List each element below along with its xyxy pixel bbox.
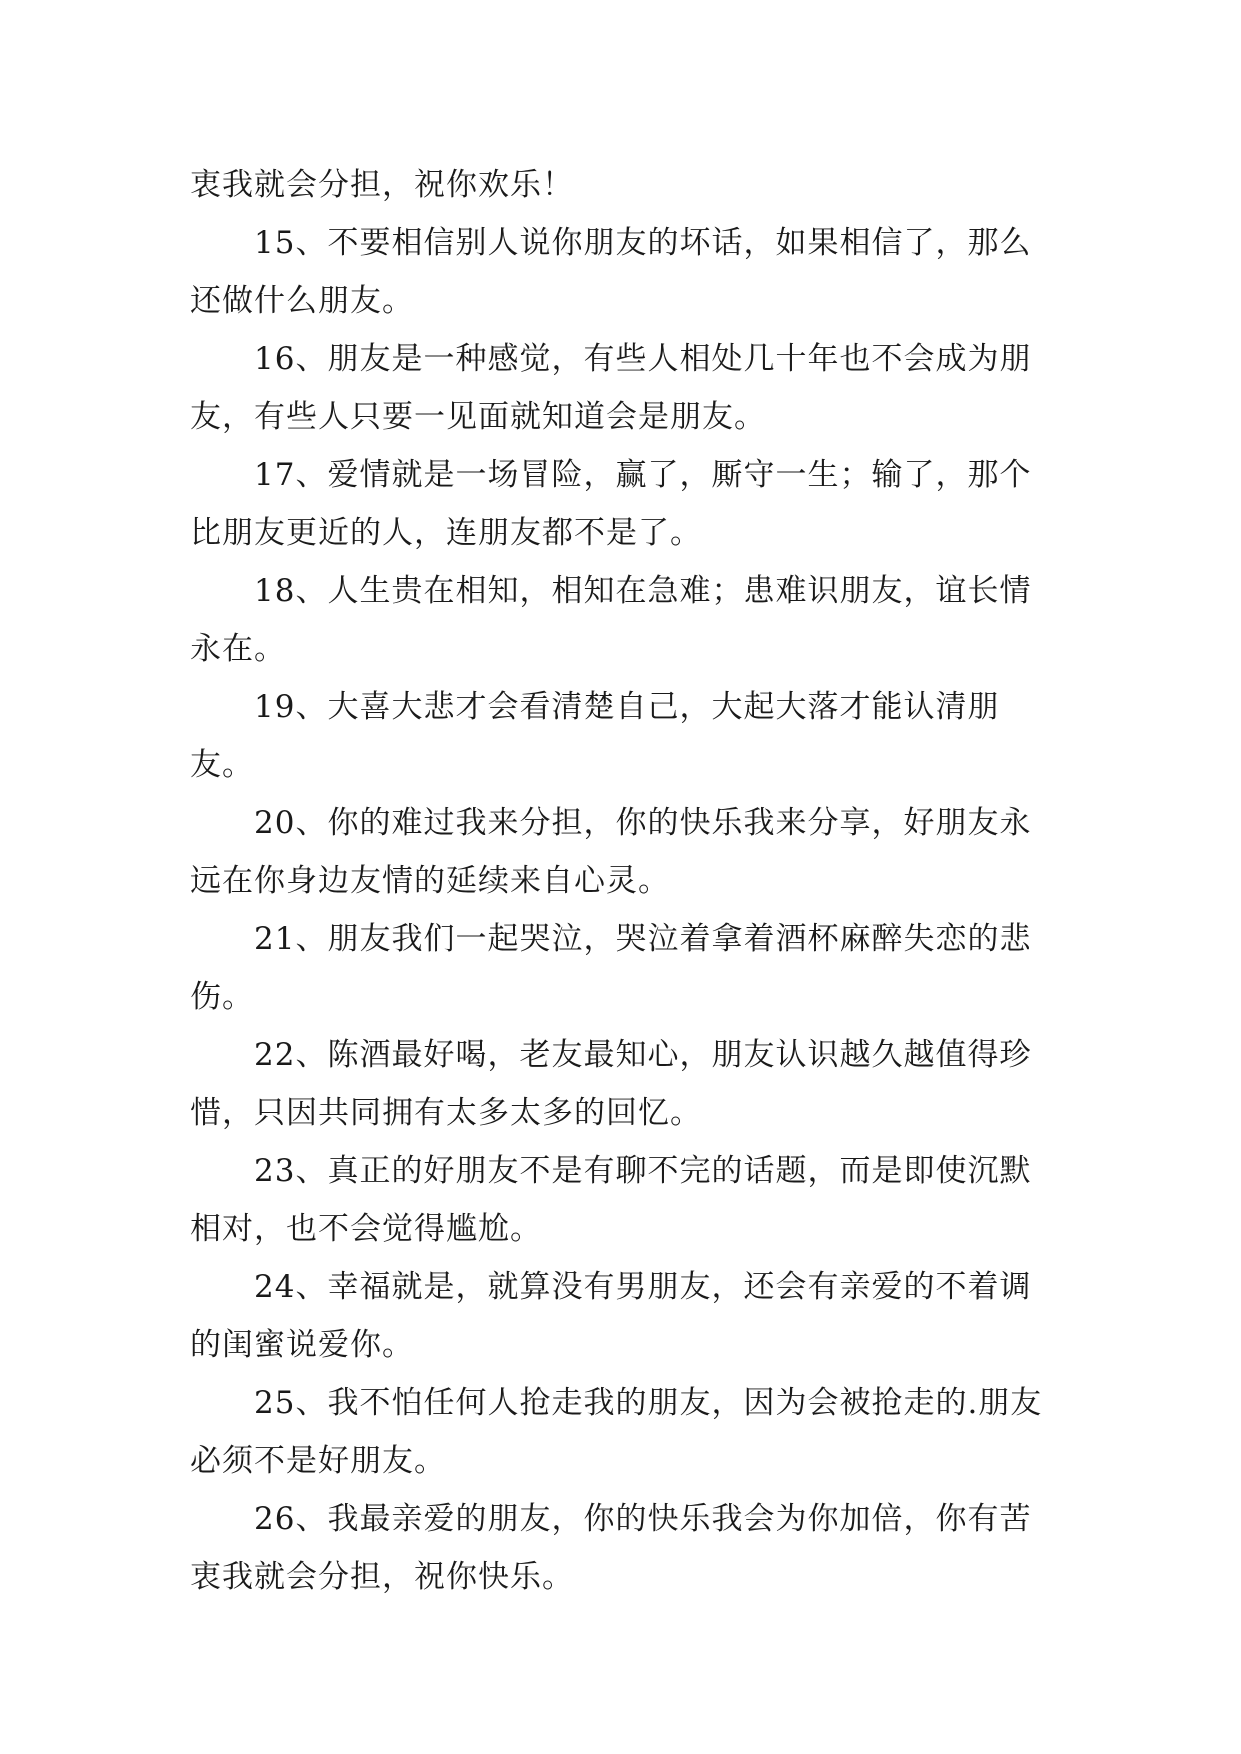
paragraph-18: 18、人生贵在相知，相知在急难；患难识朋友，谊长情永在。 (190, 573, 1032, 667)
paragraph-25: 25、我不怕任何人抢走我的朋友，因为会被抢走的.朋友必须不是好朋友。 (190, 1385, 1043, 1479)
paragraph-16: 16、朋友是一种感觉，有些人相处几十年也不会成为朋友，有些人只要一见面就知道会是朋友。 (190, 341, 1032, 435)
paragraph-20: 20、你的难过我来分担，你的快乐我来分享，好朋友永远在你身边友情的延续来自心灵。 (190, 805, 1032, 899)
paragraph-26: 26、我最亲爱的朋友，你的快乐我会为你加倍，你有苦衷我就会分担，祝你快乐。 (190, 1501, 1032, 1595)
paragraph-24: 24、幸福就是，就算没有男朋友，还会有亲爱的不着调的闺蜜说爱你。 (190, 1269, 1032, 1363)
paragraph-22: 22、陈酒最好喝，老友最知心，朋友认识越久越值得珍惜，只因共同拥有太多太多的回忆。 (190, 1037, 1032, 1131)
paragraph-19: 19、大喜大悲才会看清楚自己，大起大落才能认清朋友。 (190, 689, 1000, 783)
paragraph-continuation: 衷我就会分担，祝你欢乐！ (190, 167, 574, 203)
document-body (190, 156, 1060, 1606)
paragraph-21: 21、朋友我们一起哭泣，哭泣着拿着酒杯麻醉失恋的悲伤。 (190, 921, 1032, 1015)
paragraph-23: 23、真正的好朋友不是有聊不完的话题，而是即使沉默相对，也不会觉得尴尬。 (190, 1153, 1032, 1247)
paragraph-17: 17、爱情就是一场冒险，赢了，厮守一生；输了，那个比朋友更近的人，连朋友都不是了。 (190, 457, 1032, 551)
paragraph-15: 15、不要相信别人说你朋友的坏话，如果相信了，那么还做什么朋友。 (190, 225, 1032, 319)
